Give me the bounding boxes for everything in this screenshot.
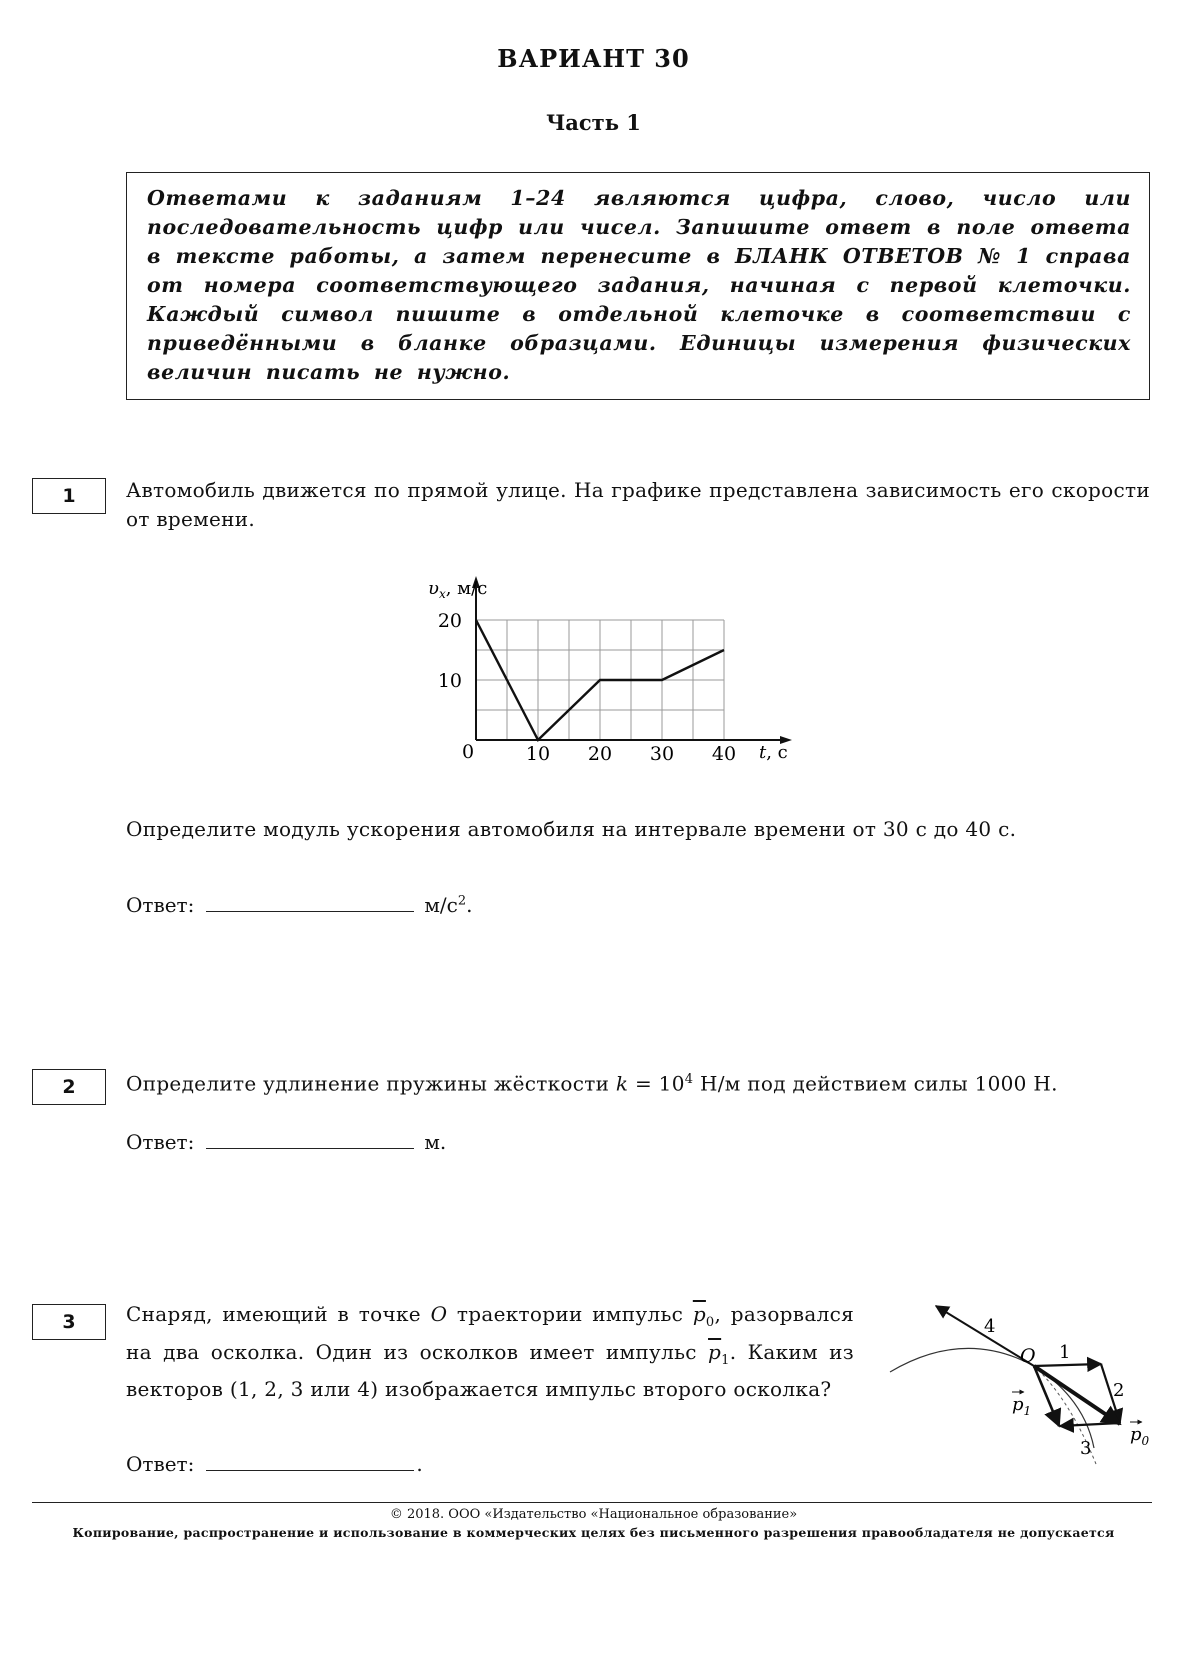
footer-notice: Копирование, распространение и использование в коммерческих целях без письменного разрешения правообладателя не допускается: [72, 1525, 1115, 1540]
footer-copyright: © 2018. ООО «Издательство «Национальное образование»: [389, 1507, 798, 1522]
question-number-2: 2: [32, 1069, 106, 1105]
momentum-vector-diagram: [884, 1298, 1154, 1468]
trajectory-curve: [890, 1348, 1094, 1448]
footer-divider: [32, 1502, 1152, 1503]
answer-row-2: [126, 1128, 446, 1154]
vector-4-label: 4: [984, 1316, 996, 1337]
origin-label: 0: [461, 741, 475, 763]
x-tick-label: 40: [711, 743, 737, 765]
instructions-box: [126, 172, 1150, 400]
x-tick-label: 20: [587, 743, 613, 765]
y-axis-label: $\upsilon_x$, м/с: [428, 578, 488, 601]
variant-title: ВАРИАНТ 30: [497, 44, 690, 73]
answer-unit: м.: [424, 1130, 447, 1154]
answer-unit: $м/с^2$.: [424, 893, 473, 917]
question-number-1: 1: [32, 478, 106, 514]
question-1-prompt: Определите модуль ускорения автомобиля на интервале времени от 30 с до 40 с.: [126, 817, 1017, 841]
point-O-label: O: [1020, 1345, 1036, 1367]
vector-1: [1034, 1364, 1101, 1366]
vector-3-label: 3: [1080, 1438, 1092, 1459]
velocity-time-chart: [370, 572, 810, 782]
answer-field-2[interactable]: [206, 1128, 414, 1149]
answer-label: Ответ:: [126, 1452, 195, 1476]
answer-label: Ответ:: [126, 1130, 195, 1154]
y-tick-label: 10: [437, 670, 462, 692]
x-tick-label: 10: [525, 743, 551, 765]
answer-row-1: [126, 891, 473, 917]
question-number-3: 3: [32, 1304, 106, 1340]
answer-row-3: Ответ: .: [126, 1452, 423, 1476]
answer-label: Ответ:: [126, 893, 195, 917]
part-title: Часть 1: [546, 110, 641, 135]
vector-2-label: 2: [1113, 1380, 1125, 1401]
vector-p0-label: $p_0$: [1130, 1424, 1150, 1448]
question-2-text: Определите удлинение пружины жёсткости $k = 10^4$ Н/м под действием силы 1000 Н.: [126, 1071, 1058, 1096]
question-3-text: Снаряд, имеющий в точке O траектории импульс $\overline{p}_0$, разорвался на два осколка. Один из осколков имеет импульс $\overline{p}_1$. Каким из векторов (1, 2, 3 или 4) изображается импульс второго осколка?: [126, 1302, 855, 1401]
vector-p1-label: $p_1$: [1012, 1394, 1032, 1418]
question-1-text: Автомобиль движется по прямой улице. На графике представлена зависимость его скорости от времени.: [126, 478, 1150, 531]
answer-field-3[interactable]: [206, 1450, 414, 1471]
instructions-text: Ответами к заданиям 1–24 являются цифра, слово, число или последовательность цифр или чисел. Запишите ответ в поле ответа в тексте работы, а затем перенесите в БЛАНК ОТВЕТОВ № 1 справа от номера соответствующего задания, начиная с первой клеточки. Каждый символ пишите в отдельной клеточке в соответствии с приведёнными в бланке образцами. Единицы измерения физических величин писать не нужно.: [147, 186, 1131, 384]
x-tick-label: 30: [649, 743, 675, 765]
x-axis-label: t, с: [759, 742, 788, 763]
answer-field-1[interactable]: [206, 891, 414, 912]
y-tick-label: 20: [437, 610, 462, 632]
vector-1-label: 1: [1059, 1342, 1071, 1363]
vector-3: [1060, 1423, 1120, 1426]
